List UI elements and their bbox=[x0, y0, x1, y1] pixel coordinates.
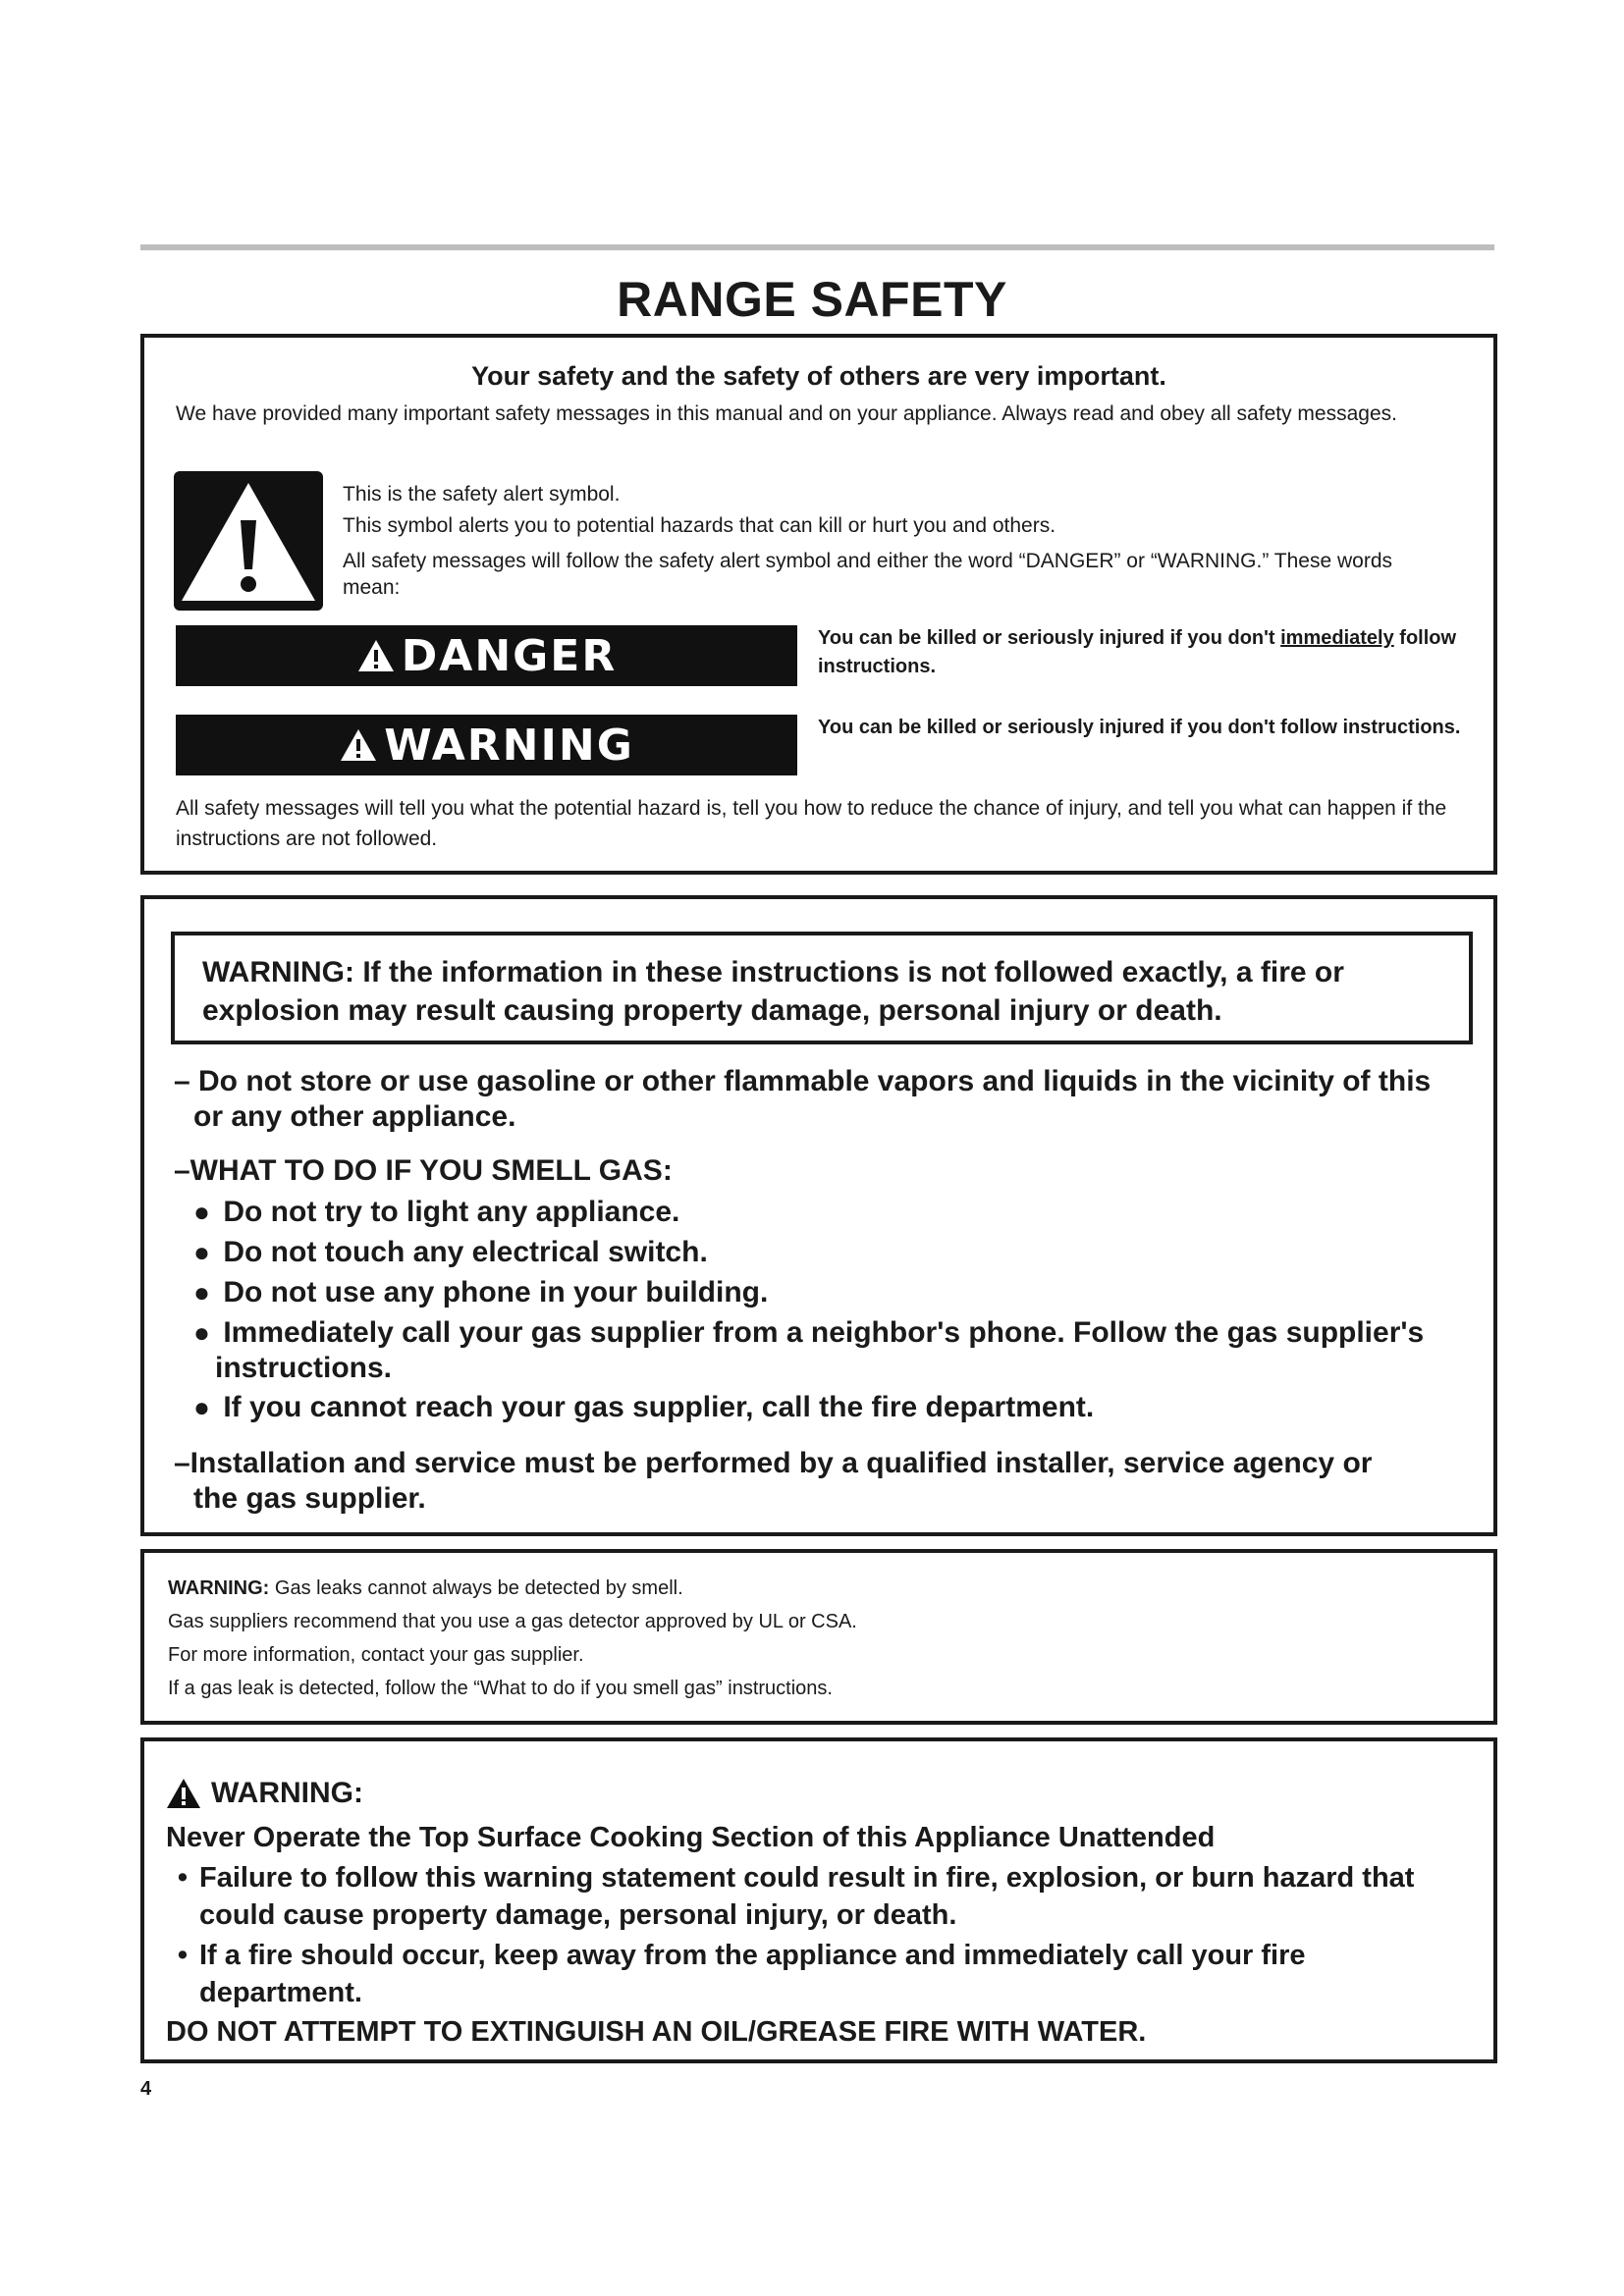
safety-intro-footer: All safety messages will tell you what the potential hazard is, tell you how to reduce the chance of injury, and tell you what can happen if the instructions are not followed. bbox=[176, 797, 1447, 850]
symbol-description bbox=[343, 479, 1442, 601]
danger-signal-bar bbox=[176, 625, 797, 686]
point-text: Failure to follow this warning statement could result in fire, explosion, or burn hazard that bbox=[199, 1862, 1415, 1894]
danger-text-a: You can be killed or seriously injured if you don't bbox=[818, 627, 1281, 649]
symbol-line-2: This symbol alerts you to potential hazards that can kill or hurt you and others. bbox=[343, 514, 1056, 537]
bullet-icon: • bbox=[177, 1940, 189, 1971]
danger-label: DANGER bbox=[401, 630, 618, 681]
list-item bbox=[193, 1390, 1460, 1425]
list-item bbox=[193, 1275, 1460, 1310]
alert-triangle-icon bbox=[339, 727, 378, 763]
bullet-text-continued: instructions. bbox=[215, 1352, 393, 1384]
list-item bbox=[166, 1859, 1482, 1934]
flammable-line-2: or any other appliance. bbox=[193, 1100, 516, 1133]
gas-detection-box bbox=[140, 1549, 1497, 1725]
flammable-line-1: – Do not store or use gasoline or other flammable vapors and liquids in the vicinity of this bbox=[174, 1065, 1432, 1097]
bullet-text: If you cannot reach your gas supplier, call the fire department. bbox=[223, 1391, 1095, 1423]
list-item bbox=[166, 1937, 1482, 2011]
bullet-icon: ● bbox=[193, 1237, 210, 1267]
gas-detection-text bbox=[168, 1572, 1464, 1705]
safety-heading: Your safety and the safety of others are very important. bbox=[471, 361, 1166, 391]
safety-intro-box bbox=[140, 334, 1497, 875]
bullet-icon: • bbox=[177, 1862, 189, 1894]
bullet-icon: ● bbox=[193, 1197, 210, 1227]
installation-warning bbox=[174, 1446, 1470, 1517]
gas-detection-line-1: Gas leaks cannot always be detected by smell. bbox=[269, 1577, 683, 1599]
gas-warning-inner-box bbox=[171, 932, 1473, 1044]
cooking-warning-label: WARNING: bbox=[211, 1777, 363, 1809]
bullet-text: Immediately call your gas supplier from a neighbor's phone. Follow the gas supplier's bbox=[223, 1316, 1425, 1349]
bullet-icon: ● bbox=[193, 1392, 210, 1422]
top-rule bbox=[140, 244, 1494, 250]
bullet-text: Do not use any phone in your building. bbox=[223, 1276, 769, 1308]
safety-intro-text: We have provided many important safety messages in this manual and on your appliance. Always read and obey all safety messages. bbox=[176, 402, 1397, 425]
bullet-text: Do not touch any electrical switch. bbox=[223, 1236, 708, 1268]
list-item bbox=[193, 1195, 1460, 1230]
gas-warning-box bbox=[140, 895, 1497, 1536]
cooking-warning-box bbox=[140, 1737, 1497, 2063]
alert-triangle-icon bbox=[166, 1778, 201, 1809]
symbol-line-3: All safety messages will follow the safety alert symbol and either the word “DANGER” or “WARNING.” These words mean: bbox=[343, 550, 1393, 599]
danger-description bbox=[818, 624, 1495, 681]
page-title: RANGE SAFETY bbox=[617, 272, 1007, 327]
gas-warning-boxed-text: WARNING: If the information in these instructions is not followed exactly, a fire or explosion may result causing property damage, personal injury or death. bbox=[202, 956, 1344, 1027]
gas-detection-line-2: Gas suppliers recommend that you use a gas detector approved by UL or CSA. bbox=[168, 1611, 857, 1632]
gas-detection-line-4: If a gas leak is detected, follow the “What to do if you smell gas” instructions. bbox=[168, 1678, 833, 1699]
warning-label: WARNING bbox=[384, 720, 634, 771]
page-number: 4 bbox=[140, 2078, 152, 2100]
bullet-icon: ● bbox=[193, 1277, 210, 1308]
flammable-vapors-warning bbox=[174, 1064, 1470, 1135]
install-line-1: –Installation and service must be performed by a qualified installer, service agency or bbox=[174, 1447, 1373, 1479]
list-item bbox=[193, 1315, 1460, 1386]
bullet-text: Do not try to light any appliance. bbox=[223, 1196, 680, 1228]
point-text-continued: department. bbox=[199, 1977, 362, 2008]
cooking-warning-subheading: Never Operate the Top Surface Cooking Section of this Appliance Unattended bbox=[166, 1822, 1216, 1853]
point-text: If a fire should occur, keep away from the appliance and immediately call your fire bbox=[199, 1940, 1306, 1971]
grease-fire-warning: DO NOT ATTEMPT TO EXTINGUISH AN OIL/GREASE FIRE WITH WATER. bbox=[166, 2016, 1147, 2048]
cooking-warning-heading bbox=[166, 1777, 363, 1810]
smell-gas-heading: –WHAT TO DO IF YOU SMELL GAS: bbox=[174, 1154, 673, 1187]
warning-description: You can be killed or seriously injured if you don't follow instructions. bbox=[818, 717, 1461, 738]
warning-signal-bar bbox=[176, 715, 797, 775]
point-text-continued: could cause property damage, personal injury, or death. bbox=[199, 1899, 957, 1931]
install-line-2: the gas supplier. bbox=[193, 1482, 426, 1515]
safety-alert-symbol-icon bbox=[174, 471, 323, 611]
alert-triangle-icon bbox=[356, 638, 396, 673]
gas-detection-label: WARNING: bbox=[168, 1577, 270, 1599]
list-item bbox=[193, 1235, 1460, 1270]
symbol-line-1: This is the safety alert symbol. bbox=[343, 483, 621, 506]
gas-detection-line-3: For more information, contact your gas supplier. bbox=[168, 1644, 584, 1666]
bullet-icon: ● bbox=[193, 1317, 210, 1348]
danger-text-emphasis: immediately bbox=[1280, 627, 1394, 649]
danger-text-b: follow instructions. bbox=[818, 627, 1457, 677]
